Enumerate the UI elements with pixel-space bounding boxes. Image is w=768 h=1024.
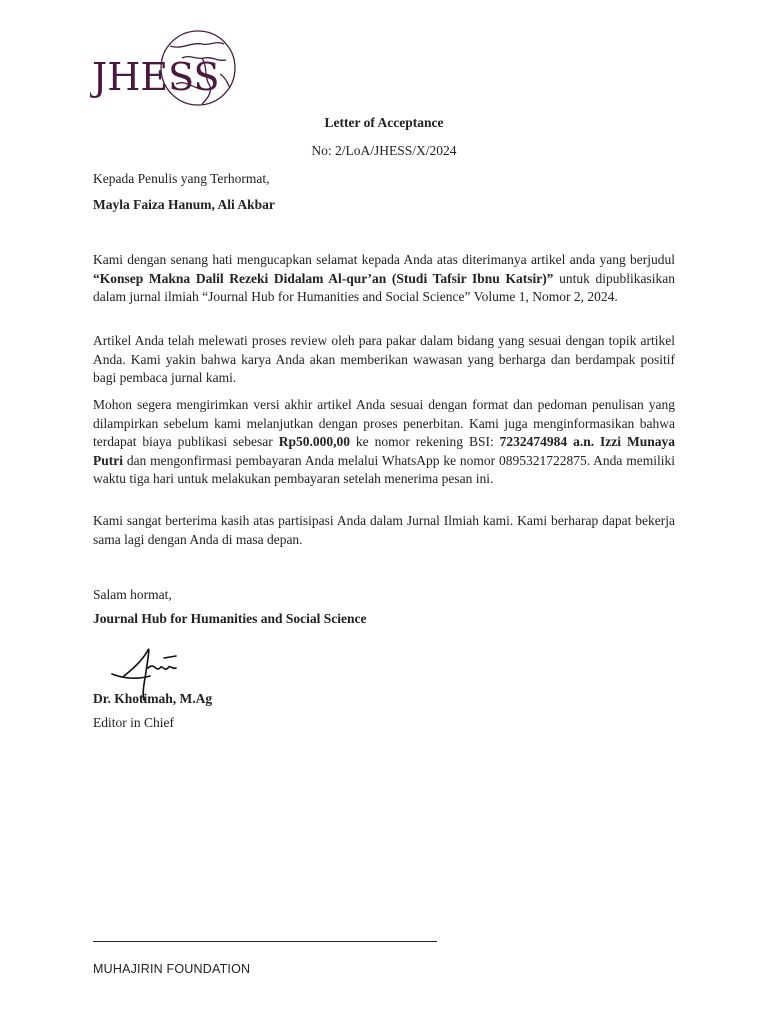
greeting: Kepada Penulis yang Terhormat, — [93, 171, 270, 186]
p1-text-a: Kami dengan senang hati mengucapkan selamat kepada Anda atas diterimanya artikel anda yang berjudul — [93, 252, 675, 267]
recipients: Mayla Faiza Hanum, Ali Akbar — [93, 197, 275, 212]
fee-amount: Rp50.000,00 — [278, 434, 350, 449]
paragraph-1 — [93, 251, 675, 307]
jhess-logo — [90, 28, 240, 114]
p1-text-b: untuk dipublikasikan dalam jurnal ilmiah “Journal Hub for Humanities and Social Science” Volume 1, Nomor 2, 2024. — [93, 270, 675, 304]
signer-name: Dr. Khotimah, M.Ag — [93, 691, 213, 706]
p3-text-a: Mohon segera mengirimkan versi akhir artikel Anda sesuai dengan format dan pedoman penulisan yang dilampirkan sebelum kami melanjutkan dengan proses penerbitan. Kami juga menginformasikan bahwa terdapat biaya publikasi sebesar — [93, 397, 675, 449]
paragraph-2: Artikel Anda telah melewati proses review oleh para pakar dalam bidang yang sesuai dengan topik artikel Anda. Kami yakin bahwa karya Anda akan memberikan wawasan yang berharga dan berdampak positif bagi pembaca jurnal kami. — [93, 333, 675, 385]
letter-title: Letter of Acceptance — [324, 115, 444, 130]
closing: Salam hormat, — [93, 587, 172, 602]
paragraph-4: Kami sangat berterima kasih atas partisipasi Anda dalam Jurnal Ilmiah kami. Kami berharap dapat bekerja sama lagi dengan Anda di masa depan. — [93, 513, 675, 547]
p3-text-b: ke nomor rekening BSI: — [349, 434, 500, 449]
organization-name: Journal Hub for Humanities and Social Science — [93, 611, 367, 626]
footer-divider — [93, 941, 437, 942]
logo-text: JHESS — [92, 55, 220, 99]
p3-text-c: dan mengonfirmasi pembayaran Anda melalui WhatsApp ke nomor 0895321722875. Anda memiliki waktu tiga hari untuk melakukan pembayaran setelah menerima pesan ini. — [93, 452, 675, 486]
bank-account: 7232474984 a.n. Izzi Munaya Putri — [93, 434, 675, 468]
signer-position: Editor in Chief — [93, 715, 174, 730]
article-title: “Konsep Makna Dalil Rezeki Didalam Al-qur’an (Studi Tafsir Ibnu Katsir)” — [93, 270, 554, 286]
footer-text: MUHAJIRIN FOUNDATION — [93, 962, 251, 976]
paragraph-3 — [93, 396, 675, 489]
letter-number: No: 2/LoA/JHESS/X/2024 — [311, 143, 457, 158]
